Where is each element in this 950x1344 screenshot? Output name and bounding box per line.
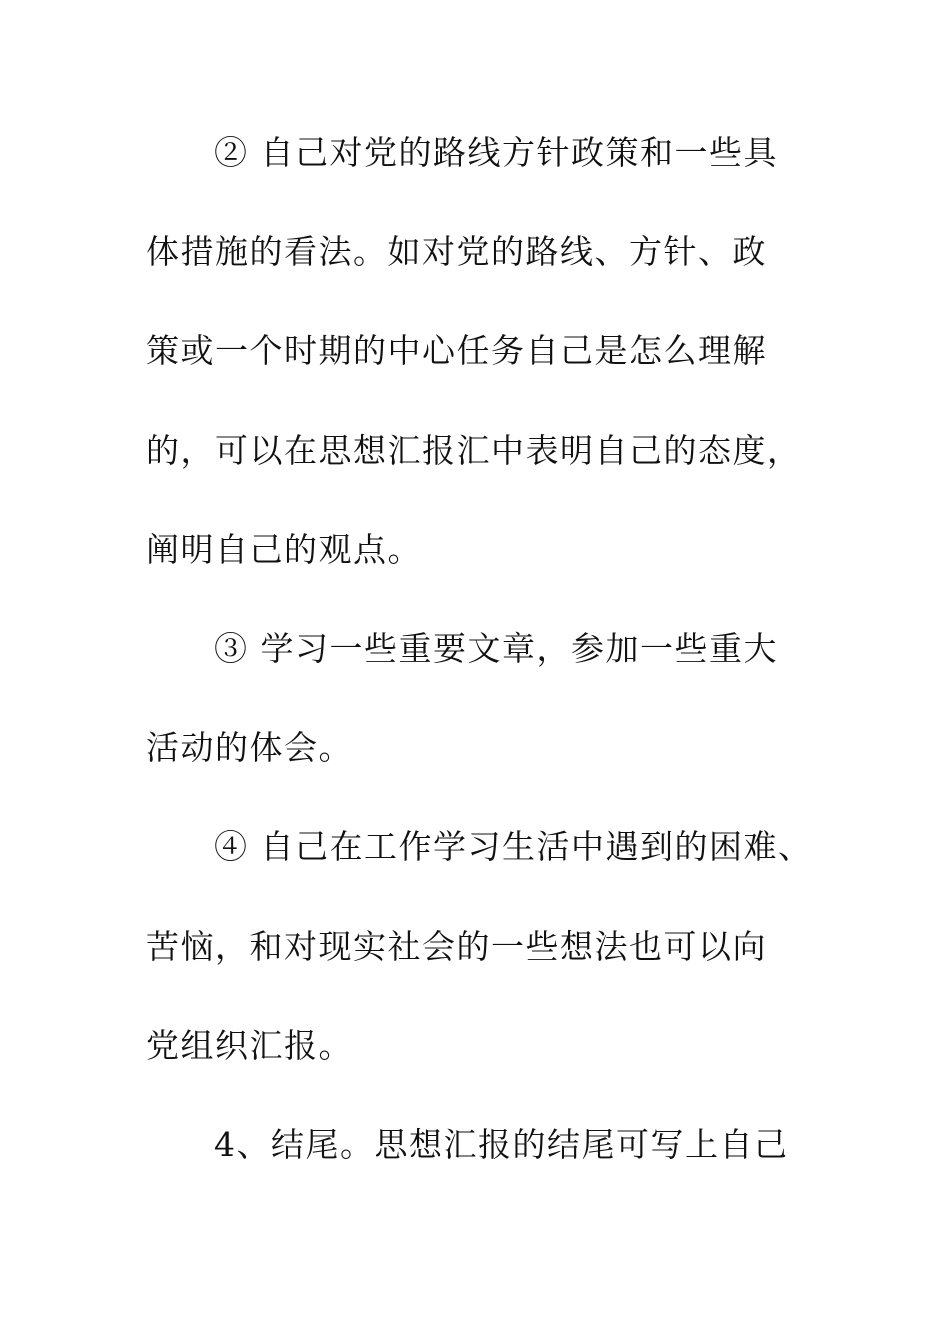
paragraph-3-line-2: 活动的体会。 [146,728,353,767]
paragraph-2-line-4: 的，可以在思想汇报汇中表明自己的态度， [146,431,802,470]
paragraph-2-line-3: 策或一个时期的中心任务自己是怎么理解 [146,331,767,370]
paragraph-5-line-1: 4、结尾。思想汇报的结尾可写上自己 [214,1125,789,1164]
paragraph-2-line-5: 阐明自己的观点。 [146,530,422,569]
paragraph-3-line-1: ③ 学习一些重要文章，参加一些重大 [214,629,778,668]
paragraph-4-line-1: ④ 自己在工作学习生活中遇到的困难、 [214,827,813,866]
paragraph-4-line-3: 党组织汇报。 [146,1026,353,1065]
paragraph-2-line-2: 体措施的看法。如对党的路线、方针、政 [146,232,767,271]
paragraph-2-line-1: ② 自己对党的路线方针政策和一些具 [214,133,778,172]
paragraph-4-line-2: 苦恼，和对现实社会的一些想法也可以向 [146,927,767,966]
